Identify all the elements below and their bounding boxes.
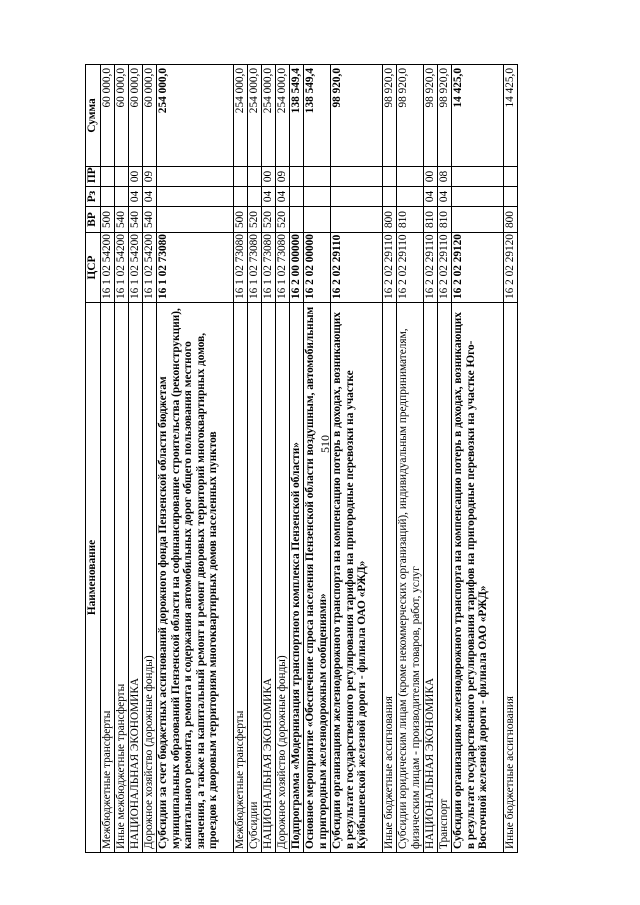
cell-csr: 16 2 00 00000 xyxy=(290,233,304,303)
cell-name: НАЦИОНАЛЬНАЯ ЭКОНОМИКА xyxy=(129,303,143,853)
cell-name: Субсидии организациям железнодорожного транспорта на компенсацию потерь в доходах, возникающих в результате государственного регулирования тарифов на пригородные перевозки на участке Юго-Восточной железной дороги - филиала ОАО «РЖД» xyxy=(452,303,504,853)
cell-pr: 00 xyxy=(424,167,438,187)
header-csr: ЦСР xyxy=(86,233,101,303)
cell-sum: 14 425,0 xyxy=(504,65,518,167)
cell-name: Иные бюджетные ассигнования xyxy=(383,303,397,853)
cell-rz xyxy=(331,187,383,207)
cell-csr: 16 1 02 54200 xyxy=(115,233,129,303)
cell-csr: 16 2 02 29110 xyxy=(424,233,438,303)
cell-sum: 254 000,0 xyxy=(262,65,276,167)
cell-sum: 98 920,0 xyxy=(438,65,452,167)
table-row xyxy=(331,65,383,853)
cell-name: Субсидии xyxy=(248,303,262,853)
cell-rz xyxy=(248,187,262,207)
cell-pr xyxy=(101,167,115,187)
cell-sum: 60 000,0 xyxy=(129,65,143,167)
cell-csr: 16 1 02 73080 xyxy=(276,233,290,303)
cell-pr: 08 xyxy=(438,167,452,187)
cell-rz xyxy=(290,187,304,207)
cell-sum: 98 920,0 xyxy=(397,65,424,167)
table-row xyxy=(262,65,276,853)
cell-vr: 810 xyxy=(438,207,452,233)
cell-name: Транспорт xyxy=(438,303,452,853)
cell-pr xyxy=(290,167,304,187)
cell-name: Субсидии юридическим лицам (кроме некоммерческих организаций), индивидуальным предпринимателям, физическим лицам - производителям товаров, работ, услуг xyxy=(397,303,424,853)
cell-rz: 04 xyxy=(424,187,438,207)
cell-pr xyxy=(304,167,331,187)
cell-rz xyxy=(383,187,397,207)
cell-rz xyxy=(304,187,331,207)
cell-rz xyxy=(157,187,234,207)
cell-vr xyxy=(304,207,331,233)
cell-rz: 04 xyxy=(276,187,290,207)
cell-vr: 520 xyxy=(248,207,262,233)
cell-sum: 14 425,0 xyxy=(452,65,504,167)
cell-name: Субсидии за счет бюджетных ассигнований дорожного фонда Пензенской области бюджетам муниципальных образований Пензенской области на софинансирование строительства (реконструкции), капитального ремонта, ремонта и содержания автомобильных дорог общего пользования местного значения, а также на капитальный ремонт и ремонт дворовых территорий многоквартирных домов, проездов к дворовым территориям многоквартирных домов населенных пунктов xyxy=(157,303,234,853)
header-pr: ПР xyxy=(86,167,101,187)
cell-name: НАЦИОНАЛЬНАЯ ЭКОНОМИКА xyxy=(424,303,438,853)
header-rz: Рз xyxy=(86,187,101,207)
table-row xyxy=(101,65,115,853)
table-row xyxy=(143,65,157,853)
table-row xyxy=(129,65,143,853)
cell-name: Межбюджетные трансферты xyxy=(101,303,115,853)
header-sum: Сумма xyxy=(86,65,101,167)
cell-csr: 16 2 02 29110 xyxy=(331,233,383,303)
table-row xyxy=(304,65,331,853)
cell-vr: 810 xyxy=(424,207,438,233)
cell-sum: 254 000,0 xyxy=(276,65,290,167)
cell-csr: 16 2 02 29120 xyxy=(504,233,518,303)
cell-rz: 04 xyxy=(438,187,452,207)
cell-name: Дорожное хозяйство (дорожные фонды) xyxy=(143,303,157,853)
cell-name: Субсидии организациям железнодорожного транспорта на компенсацию потерь в доходах, возникающих в результате государственного регулирования тарифов на пригородные перевозки на участке Куйбышевской железной дороги - филиала ОАО «РЖД» xyxy=(331,303,383,853)
cell-pr xyxy=(234,167,248,187)
cell-vr: 800 xyxy=(383,207,397,233)
cell-pr xyxy=(452,167,504,187)
cell-vr: 500 xyxy=(101,207,115,233)
table-row xyxy=(438,65,452,853)
table-row xyxy=(424,65,438,853)
cell-sum: 138 549,4 xyxy=(290,65,304,167)
budget-table xyxy=(85,64,518,853)
rotated-table-container xyxy=(85,65,562,853)
cell-name: НАЦИОНАЛЬНАЯ ЭКОНОМИКА xyxy=(262,303,276,853)
cell-pr xyxy=(115,167,129,187)
table-row xyxy=(248,65,262,853)
cell-pr xyxy=(157,167,234,187)
cell-pr: 09 xyxy=(143,167,157,187)
cell-csr: 16 2 02 29110 xyxy=(383,233,397,303)
cell-sum: 98 920,0 xyxy=(383,65,397,167)
cell-vr: 800 xyxy=(504,207,518,233)
cell-sum: 60 000,0 xyxy=(101,65,115,167)
table-row xyxy=(397,65,424,853)
cell-sum: 138 549,4 xyxy=(304,65,331,167)
cell-csr: 16 1 02 54200 xyxy=(143,233,157,303)
cell-sum: 254 000,0 xyxy=(234,65,248,167)
cell-vr: 540 xyxy=(115,207,129,233)
cell-rz: 04 xyxy=(262,187,276,207)
page-number: 510 xyxy=(318,435,332,453)
cell-csr: 16 2 02 29110 xyxy=(438,233,452,303)
cell-vr xyxy=(290,207,304,233)
cell-name: Иные межбюджетные трансферты xyxy=(115,303,129,853)
cell-vr: 520 xyxy=(262,207,276,233)
cell-name: Основное мероприятие «Обеспечение спроса населения Пензенской области воздушным, автомобильным и пригородным железнодорожным сообщениями» xyxy=(304,303,331,853)
cell-sum: 254 000,0 xyxy=(157,65,234,167)
cell-name: Межбюджетные трансферты xyxy=(234,303,248,853)
cell-pr xyxy=(383,167,397,187)
cell-pr xyxy=(248,167,262,187)
cell-sum: 60 000,0 xyxy=(143,65,157,167)
cell-sum: 98 920,0 xyxy=(331,65,383,167)
cell-vr xyxy=(157,207,234,233)
table-row xyxy=(276,65,290,853)
cell-rz xyxy=(504,187,518,207)
cell-pr xyxy=(397,167,424,187)
table-row xyxy=(504,65,518,853)
cell-rz xyxy=(234,187,248,207)
table-row xyxy=(234,65,248,853)
cell-pr: 00 xyxy=(262,167,276,187)
cell-rz: 04 xyxy=(129,187,143,207)
cell-csr: 16 2 02 29110 xyxy=(397,233,424,303)
cell-sum: 254 000,0 xyxy=(248,65,262,167)
cell-csr: 16 1 02 73080 xyxy=(248,233,262,303)
cell-name: Иные бюджетные ассигнования xyxy=(504,303,518,853)
cell-rz xyxy=(101,187,115,207)
cell-pr: 09 xyxy=(276,167,290,187)
cell-sum: 60 000,0 xyxy=(115,65,129,167)
cell-vr: 810 xyxy=(397,207,424,233)
cell-vr: 520 xyxy=(276,207,290,233)
table-row xyxy=(452,65,504,853)
table-row xyxy=(383,65,397,853)
cell-rz xyxy=(115,187,129,207)
cell-name: Подпрограмма «Модернизация транспортного комплекса Пензенской области» xyxy=(290,303,304,853)
cell-vr: 540 xyxy=(129,207,143,233)
cell-csr: 16 2 02 29120 xyxy=(452,233,504,303)
cell-pr xyxy=(504,167,518,187)
cell-sum: 98 920,0 xyxy=(424,65,438,167)
cell-vr xyxy=(452,207,504,233)
table-header-row xyxy=(86,65,101,853)
cell-csr: 16 1 02 73080 xyxy=(234,233,248,303)
table-row xyxy=(290,65,304,853)
cell-vr: 540 xyxy=(143,207,157,233)
header-vr: ВР xyxy=(86,207,101,233)
cell-pr: 00 xyxy=(129,167,143,187)
cell-rz xyxy=(452,187,504,207)
cell-csr: 16 1 02 54200 xyxy=(129,233,143,303)
cell-name: Дорожное хозяйство (дорожные фонды) xyxy=(276,303,290,853)
cell-pr xyxy=(331,167,383,187)
cell-rz: 04 xyxy=(143,187,157,207)
cell-csr: 16 2 02 00000 xyxy=(304,233,331,303)
cell-csr: 16 1 02 73080 xyxy=(157,233,234,303)
table-row xyxy=(115,65,129,853)
cell-vr: 500 xyxy=(234,207,248,233)
cell-csr: 16 1 02 54200 xyxy=(101,233,115,303)
header-name: Наименование xyxy=(86,303,101,853)
cell-csr: 16 1 02 73080 xyxy=(262,233,276,303)
cell-vr xyxy=(331,207,383,233)
table-row xyxy=(157,65,234,853)
cell-rz xyxy=(397,187,424,207)
